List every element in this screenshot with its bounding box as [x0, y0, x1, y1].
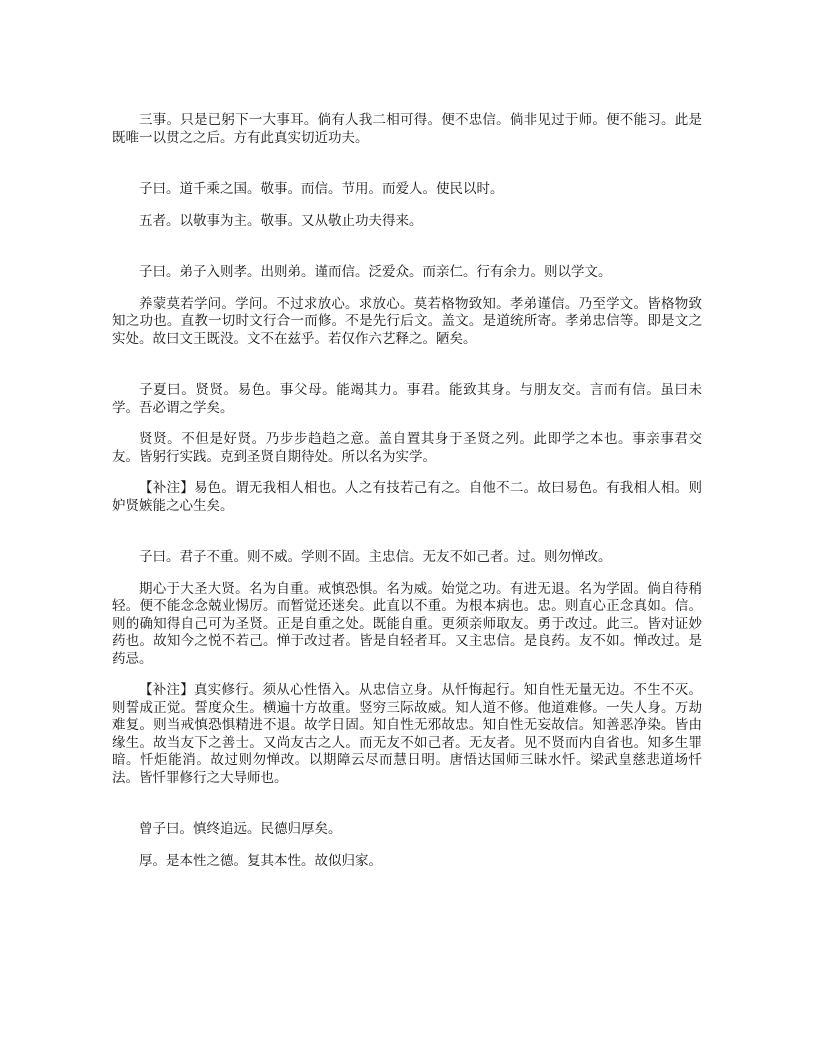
paragraph: 期心于大圣大贤。名为自重。戒慎恐惧。名为威。始觉之功。有进无退。名为学固。倘自待稍轻。便不能念念兢业惕厉。而暂觉还迷矣。此直以不重。为根本病也。忠。则直心正念真如。信。则的确知得自己可为圣贤。正是自重之处。既能自重。更须亲师取友。勇于改过。此三。皆对证妙药也。故知今之悦不若己。惮于改过者。皆是自轻者耳。又主忠信。是良药。友不如。惮改过。是药忌。 [112, 580, 702, 667]
section-3 [112, 264, 702, 348]
paragraph: 养蒙莫若学问。学问。不过求放心。求放心。莫若格物致知。孝弟谨信。乃至学文。皆格物致知之功也。直教一切时文行合一而修。不是先行后文。盖文。是道统所寄。孝弟忠信等。即是文之实处。故曰文王既没。文不在兹乎。若仅作六艺释之。陋矣。 [112, 295, 702, 347]
paragraph: 五者。以敬事为主。敬事。又从敬止功夫得来。 [139, 212, 423, 229]
section-divider [112, 362, 702, 382]
paragraph: 子夏曰。贤贤。易色。事父母。能竭其力。事君。能致其身。与朋友交。言而有信。虽曰未学。吾必谓之学矣。 [112, 382, 702, 416]
section-divider [112, 244, 702, 264]
section-2 [112, 181, 702, 230]
annotation-paragraph: 【补注】真实修行。须从心性悟入。从忠信立身。从忏悔起行。知自性无量无边。不生不灭。则誓成正觉。誓度众生。横遍十方故重。竖穷三际故威。知人道不修。他道难修。一失人身。万劫难复。则当戒慎恐惧精进不退。故学日固。知自性无邪故忠。知自性无妄故信。知善恶净染。皆由缘生。故当友下之善士。又尚友古之人。而无友不如己者。无友者。见不贤而内自省也。知多生罪暗。忏炬能消。故过则勿惮改。以期障云尽而慧日明。唐悟达国师三昧水忏。梁武皇慈悲道场忏法。皆忏罪修行之大导师也。 [112, 682, 702, 786]
paragraph: 子曰。君子不重。则不威。学则不固。主忠信。无友不如己者。过。则勿惮改。 [139, 549, 612, 565]
section-divider [112, 161, 702, 181]
annotation-paragraph: 【补注】易色。谓无我相人相也。人之有技若己有之。自他不二。故曰易色。有我相人相。则妒贤嫉能之心生矣。 [112, 480, 702, 514]
section-6 [112, 821, 702, 870]
document-page [112, 112, 702, 884]
paragraph: 子曰。道千乘之国。敬事。而信。节用。而爱人。使民以时。 [139, 181, 504, 197]
section-5 [112, 549, 702, 787]
section-divider [112, 529, 702, 549]
section-divider [112, 801, 702, 821]
paragraph: 子曰。弟子入则孝。出则弟。谨而信。泛爱众。而亲仁。行有余力。则以学文。 [139, 264, 612, 280]
paragraph: 厚。是本性之德。复其本性。故似归家。 [139, 852, 382, 869]
section-4 [112, 382, 702, 515]
paragraph: 贤贤。不但是好贤。乃步步趋趋之意。盖自置其身于圣贤之列。此即学之本也。事亲事君交友。皆躬行实践。克到圣贤自期待处。所以名为实学。 [112, 431, 702, 465]
paragraph: 三事。只是已躬下一大事耳。倘有人我二相可得。便不忠信。倘非见过于师。便不能习。此是既唯一以贯之之后。方有此真实切近功夫。 [112, 112, 702, 146]
paragraph: 曾子曰。慎终追远。民德归厚矣。 [139, 821, 342, 837]
section-1 [112, 112, 702, 147]
